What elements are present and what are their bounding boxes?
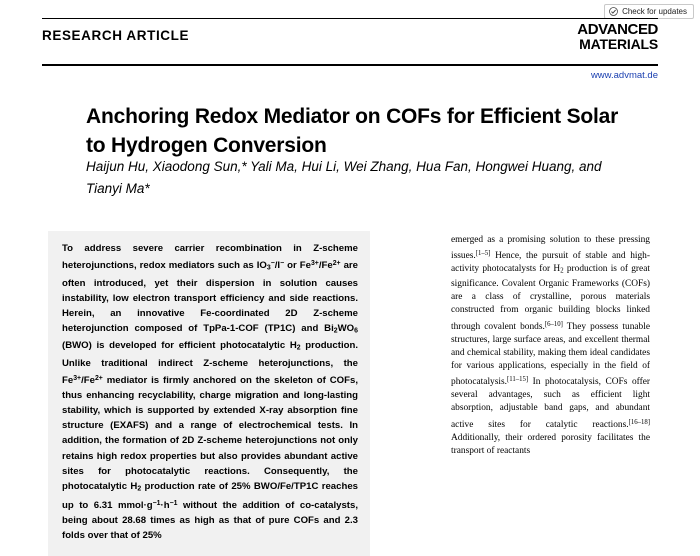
- journal-logo-line2: MATERIALS: [579, 36, 658, 52]
- checkmark-icon: [609, 7, 618, 16]
- page-title: Anchoring Redox Mediator on COFs for Efficient Solar to Hydrogen Conversion: [86, 105, 619, 158]
- body-column: [451, 234, 650, 458]
- check-for-updates-label: Check for updates: [622, 6, 687, 16]
- check-for-updates-badge[interactable]: [604, 4, 694, 19]
- header-bottom-rule: [42, 64, 658, 66]
- header-top-rule: [42, 18, 658, 19]
- abstract-box: [48, 231, 370, 556]
- journal-logo: [577, 22, 658, 52]
- abstract-text: To address severe carrier recombination in Z-scheme heterojunctions, redox mediators such as $IO_3^-/I^-$ or $Fe^{3+}/Fe^{2+}$ are often introduced, yet their dispersion in solution causes instability, low electron transport efficiency and side reactions. Herein, an innovative Fe-coordinated 2D Z-scheme heterojunction composed of TpPa-1-COF (TP1C) and $Bi_2WO_6$ (BWO) is developed for efficient photocatalytic $H_2$ production. Unlike traditional indirect Z-scheme heterojunctions, the $Fe^{3+}/Fe^{2+}$ mediator is firmly anchored on the skeleton of COFs, thus enhancing recyclability, charge migration and long-lasting stability, which is supported by extended X-ray absorption fine structure (EXAFS) and a range of electrochemical tests. In addition, the formation of 2D Z-scheme heterojunctions not only retains high redox properties but also provides abundant active sites for photocatalytic reactions. Consequently, the photocatalytic $H_2$ production rate of 25% BWO/Fe/TP1C reaches up to 6.31 $mmol\cdot g^{-1}\cdot h^{-1}$ without the addition of co-catalysts, being about 28.68 times as high as that of pure COFs and 2.3 folds over that of 25%: [62, 243, 359, 542]
- running-head: RESEARCH ARTICLE: [42, 28, 190, 43]
- body-paragraph: emerged as a promising solution to these pressing issues.[1–5] Hence, the pursuit of stable and high-activity photocatalysts for $H_2$ production is of great significance. Covalent Organic Frameworks (COFs) are a class of crystalline, porous materials constructed from organic building blocks linked through covalent bonds.[6–10] They possess tunable structures, large surface areas, and excellent thermal and chemical stability, making them ideal candidates for various applications, especially in the field of photocatalysis.[11–15] In photocatalysis, COFs offer several advantages, such as efficient light absorption, adjustable band gaps, and abundant active sites for catalytic reactions.[16–18] Additionally, their ordered porosity facilitates the transport of reactants: [451, 235, 650, 456]
- author-list: Haijun Hu, Xiaodong Sun,* Yali Ma, Hui Li, Wei Zhang, Hua Fan, Hongwei Huang, and Tianyi Ma*: [86, 159, 602, 196]
- journal-logo-line1: ADVANCED: [577, 21, 658, 38]
- journal-url-link[interactable]: www.advmat.de: [590, 70, 658, 81]
